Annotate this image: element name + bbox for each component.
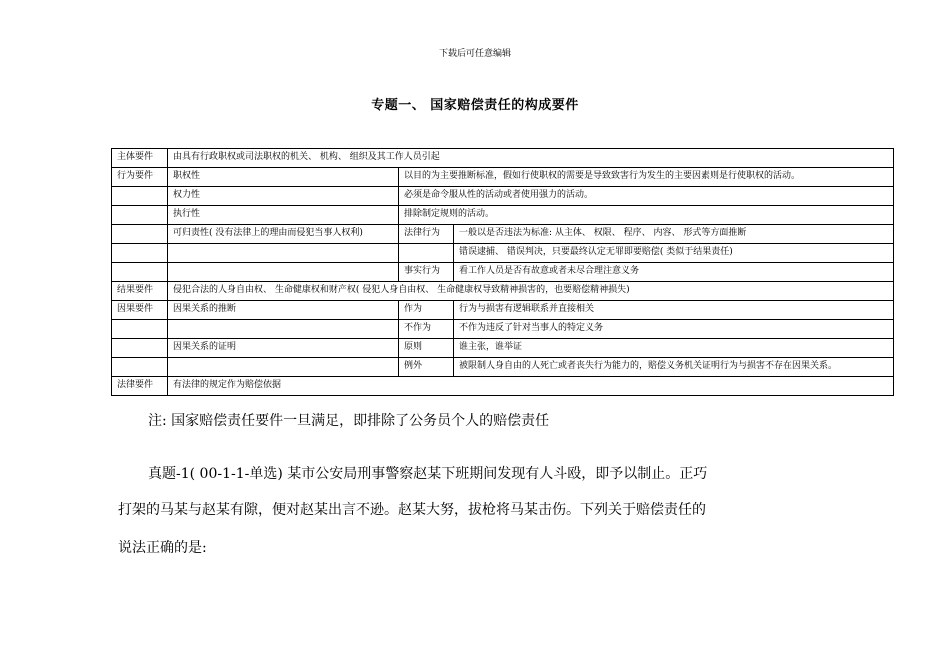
- table-cell: 错误逮捕、 错误判决，只要最终认定无罪即要赔偿( 类似于结果责任): [454, 244, 894, 263]
- table-cell: [112, 339, 168, 358]
- table-cell: 以目的为主要推断标准，假如行使职权的需要是导致致害行为发生的主要因素则是行使职权的活动。: [399, 168, 894, 187]
- table-cell: 行为要件: [112, 168, 168, 187]
- table-cell: 法律行为: [399, 225, 454, 244]
- table-cell: [112, 206, 168, 225]
- table-row: [112, 377, 894, 396]
- table-cell: 可归责性( 没有法律上的理由而侵犯当事人权利): [168, 225, 399, 244]
- table-row: [112, 187, 894, 206]
- table-cell: 侵犯合法的人身自由权、 生命健康权和财产权( 侵犯人身自由权、 生命健康权导致精神损害的，也要赔偿精神损失): [168, 282, 894, 301]
- table-cell: 事实行为: [399, 263, 454, 282]
- table-cell: 一般以是否违法为标准: 从主体、 权限、 程序、 内容、 形式等方面推断: [454, 225, 894, 244]
- table-cell: 因果关系的推断: [168, 301, 399, 320]
- table-cell: [168, 320, 399, 339]
- table-cell: [168, 263, 399, 282]
- document-title: 专题一、 国家赔偿责任的构成要件: [371, 98, 579, 113]
- table-cell: 职权性: [168, 168, 399, 187]
- table-cell: 排除制定规则的活动。: [399, 206, 894, 225]
- question-line-1: 真题-1( 00-1-1-单选) 某市公安局刑事警察赵某下班期间发现有人斗殴，即予以制止。正巧: [148, 466, 708, 482]
- table-cell: 结果要件: [112, 282, 168, 301]
- table-row: [112, 149, 894, 168]
- table-cell: [112, 320, 168, 339]
- table-cell: 不作为: [399, 320, 454, 339]
- table-row: [112, 244, 894, 263]
- table-row: [112, 301, 894, 320]
- table-cell: 谁主张，谁举证: [454, 339, 894, 358]
- table-cell: 不作为违反了针对当事人的特定义务: [454, 320, 894, 339]
- table-cell: 权力性: [168, 187, 399, 206]
- table-cell: 必须是命令服从性的活动或者使用强力的活动。: [399, 187, 894, 206]
- question-line-3: 说法正确的是:: [118, 540, 207, 556]
- header-note: 下载后可任意编辑: [438, 49, 511, 59]
- table-cell: 原则: [399, 339, 454, 358]
- table-cell: 主体要件: [112, 149, 168, 168]
- table-cell: [168, 358, 399, 377]
- table-cell: 作为: [399, 301, 454, 320]
- table-row: [112, 339, 894, 358]
- table-cell: 因果关系的证明: [168, 339, 399, 358]
- table-cell: 例外: [399, 358, 454, 377]
- table-cell: [168, 244, 399, 263]
- question-line-2: 打架的马某与赵某有隙，便对赵某出言不逊。赵某大努，拔枪将马某击伤。下列关于赔偿责任的: [118, 502, 706, 518]
- table-cell: [112, 187, 168, 206]
- table-cell: 法律要件: [112, 377, 168, 396]
- requirements-table: [111, 148, 894, 396]
- table-row: [112, 282, 894, 301]
- table-cell: [112, 225, 168, 244]
- table-cell: [399, 244, 454, 263]
- table-row: [112, 168, 894, 187]
- table-cell: [112, 263, 168, 282]
- table-cell: 由具有行政职权或司法职权的机关、 机构、 组织及其工作人员引起: [168, 149, 894, 168]
- table-row: [112, 320, 894, 339]
- table-row: [112, 263, 894, 282]
- note-text: 注: 国家赔偿责任要件一旦满足，即排除了公务员个人的赔偿责任: [148, 413, 550, 429]
- table-row: [112, 358, 894, 377]
- table-cell: 执行性: [168, 206, 399, 225]
- table-cell: [112, 358, 168, 377]
- table-row: [112, 225, 894, 244]
- table-cell: 行为与损害有逻辑联系并直接相关: [454, 301, 894, 320]
- table-cell: [112, 244, 168, 263]
- table-row: [112, 206, 894, 225]
- table-cell: 被限制人身自由的人死亡或者丧失行为能力的，赔偿义务机关证明行为与损害不存在因果关系。: [454, 358, 894, 377]
- table-cell: 因果要件: [112, 301, 168, 320]
- table-cell: 有法律的规定作为赔偿依据: [168, 377, 894, 396]
- table-cell: 看工作人员是否有故意或者未尽合理注意义务: [454, 263, 894, 282]
